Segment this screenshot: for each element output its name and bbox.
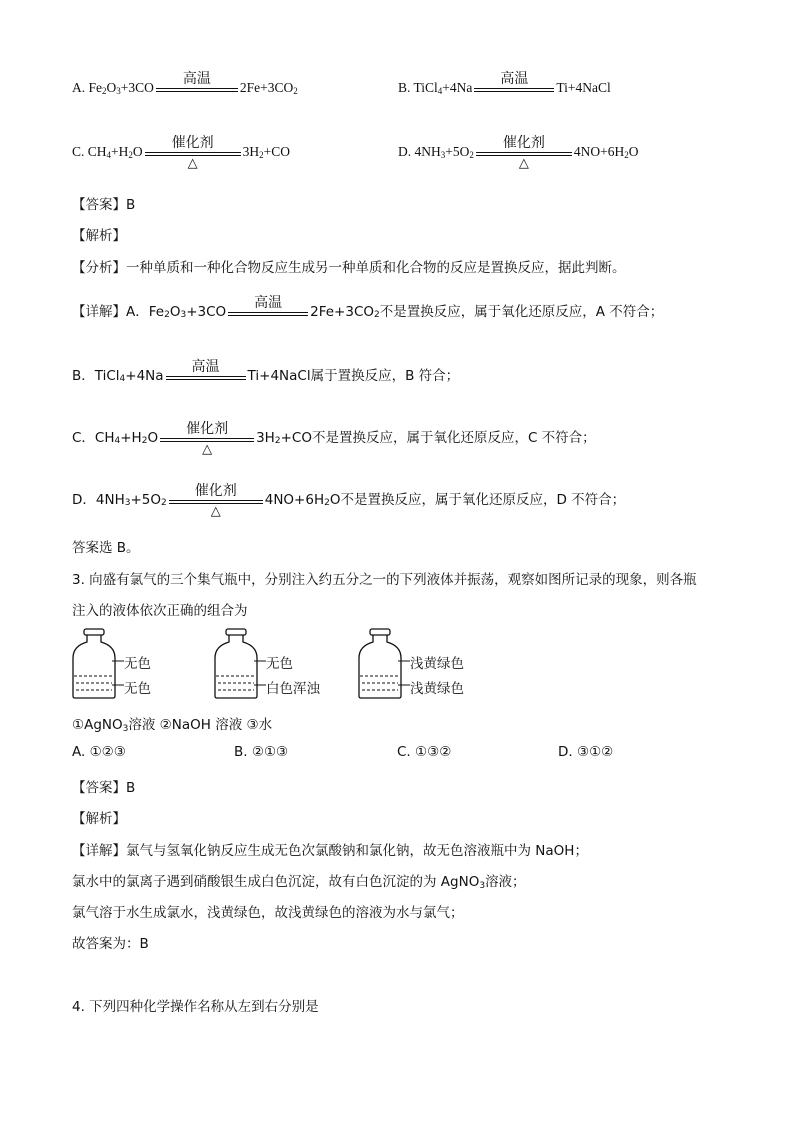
bottle-2-top-label: 无色 — [266, 656, 293, 672]
analysis-text: 【分析】一种单质和一种化合物反应生成另一种单质和化合物的反应是置换反应，据此判断。 — [72, 260, 626, 276]
choice-d[interactable]: D. ③①② — [558, 744, 614, 760]
reaction-arrow: 催化剂 △ — [169, 500, 263, 508]
bottle-1-top-label: 无色 — [124, 656, 151, 672]
reaction-arrow: 催化剂 △ — [160, 438, 254, 446]
option-d-equation: D. 4NH $_3$ +5O $_2$ 催化剂 △ 4NO+6H $_2$ O — [398, 135, 639, 171]
conclusion-text: 答案选 B。 — [72, 540, 140, 556]
choice-a[interactable]: A. ①②③ — [72, 744, 126, 760]
option-c-equation: C. CH $_4$ +H $_2$ O 催化剂 △ 3H $_2$ +CO — [72, 135, 291, 171]
final-answer: 故答案为：B — [72, 936, 149, 952]
bottle-2-bottom-label: 白色浑浊 — [266, 681, 320, 697]
question-3-stem-line2: 注入的液体依次正确的组合为 — [72, 603, 248, 619]
reaction-arrow: 高温 — [228, 312, 308, 320]
reaction-arrow: 高温 — [166, 376, 246, 384]
detail-c-line: C．CH $_4$ +H $_2$ O 催化剂 △ 3H $_2$ +CO 不是置换反应，属于氧化还原反应，C 不符合； — [72, 421, 596, 457]
liquid-list: ①AgNO$_3$溶液 ②NaOH 溶液 ③水 — [72, 717, 273, 734]
question-3-stem-line1: 3. 向盛有氯气的三个集气瓶中，分别注入约五分之一的下列液体并振荡，观察如图所记录的现象，则各瓶 — [72, 572, 697, 588]
choice-c[interactable]: C. ①③② — [397, 744, 452, 760]
reaction-arrow: 催化剂 △ — [476, 152, 572, 160]
detail-line-1: 【详解】氯气与氢氧化钠反应生成无色次氯酸钠和氯化钠，故无色溶液瓶中为 NaOH； — [72, 843, 588, 859]
bottle-3-top-label: 浅黄绿色 — [410, 656, 464, 672]
option-b-equation: B. TiCl $_4$ +4Na 高温 Ti+4NaCl — [398, 71, 611, 96]
detail-d-line: D．4NH $_3$ +5O $_2$ 催化剂 △ 4NO+6H $_2$ O 不是置换反应，属于氧化还原反应，D 不符合； — [72, 483, 626, 519]
reaction-arrow: 高温 — [156, 88, 238, 96]
bottle-3-bottom-label: 浅黄绿色 — [410, 681, 464, 697]
analysis-label: 【解析】 — [72, 811, 126, 827]
bottle-1-bottom-label: 无色 — [124, 681, 151, 697]
detail-line-3: 氯气溶于水生成氯水，浅黄绿色，故浅黄绿色的溶液为水与氯气； — [72, 905, 464, 921]
question-4-stem: 4. 下列四种化学操作名称从左到右分别是 — [72, 999, 319, 1015]
option-a-equation: A. Fe $_2$ O $_3$ +3CO 高温 2Fe+3CO $_2$ — [72, 71, 298, 96]
detail-a-line: 【详解】A．Fe $_2$ O $_3$ +3CO 高温 2Fe+3CO $_2$ 不是置换反应，属于氧化还原反应，A 不符合； — [72, 295, 664, 320]
answer-label: 【答案】B — [72, 780, 136, 796]
reaction-arrow: 催化剂 △ — [145, 152, 241, 160]
detail-b-line: B．TiCl $_4$ +4Na 高温 Ti+4NaCl 属于置换反应，B 符合； — [72, 359, 460, 384]
analysis-label: 【解析】 — [72, 228, 126, 244]
choice-b[interactable]: B. ②①③ — [234, 744, 289, 760]
reaction-arrow: 高温 — [474, 88, 554, 96]
detail-line-2: 氯水中的氯离子遇到硝酸银生成白色沉淀，故有白色沉淀的为 AgNO$_3$溶液； — [72, 874, 526, 891]
answer-label: 【答案】B — [72, 197, 136, 213]
